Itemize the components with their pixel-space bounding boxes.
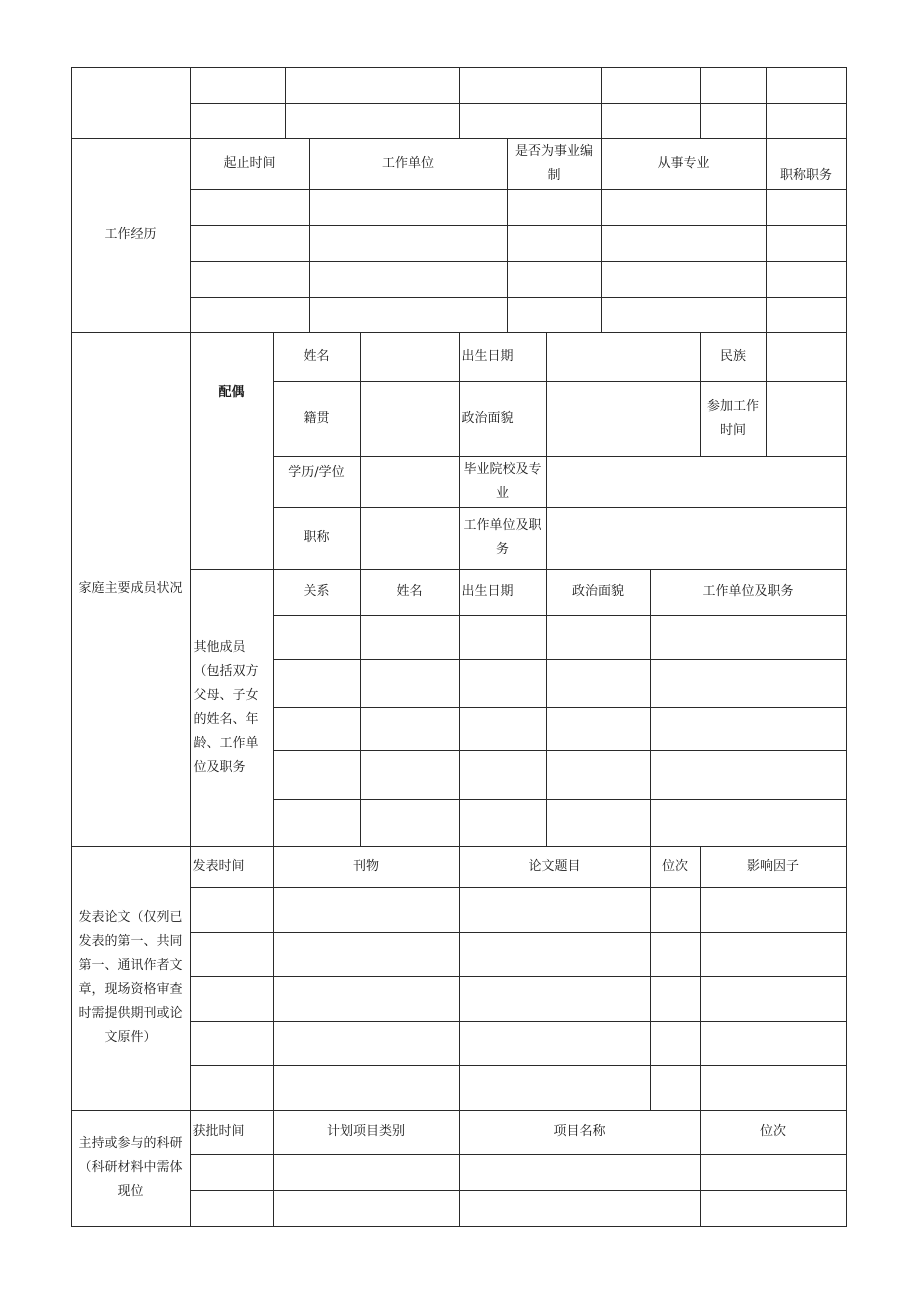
work-row-3-major[interactable] [601, 261, 767, 298]
work-row-3-employer[interactable] [309, 261, 508, 298]
research-row-2-type[interactable] [273, 1190, 460, 1227]
work-row-2-period[interactable] [190, 225, 310, 262]
others-row-3-employer[interactable] [650, 707, 847, 751]
paper-row-3-journal[interactable] [273, 976, 460, 1022]
others-row-2-employer[interactable] [650, 659, 847, 708]
work-header-period: 起止时间 [190, 138, 310, 190]
other-members-label: 其他成员（包括双方父母、子女的姓名、年龄、工作单位及职务 [190, 569, 274, 847]
spouse-name-label: 姓名 [273, 332, 361, 382]
others-row-1-employer[interactable] [650, 615, 847, 660]
top-row-2-cell-2[interactable] [285, 103, 460, 139]
others-header-name: 姓名 [360, 569, 460, 616]
others-row-2-relation[interactable] [273, 659, 361, 708]
paper-row-3-impact[interactable] [700, 976, 847, 1022]
spouse-employer-position-value[interactable] [546, 507, 847, 570]
papers-header-impact-factor: 影响因子 [700, 846, 847, 888]
paper-row-5-title[interactable] [459, 1065, 651, 1111]
work-header-employer: 工作单位 [309, 138, 508, 190]
others-row-5-relation[interactable] [273, 799, 361, 847]
others-row-3-relation[interactable] [273, 707, 361, 751]
top-row-2-cell-5[interactable] [700, 103, 767, 139]
others-row-4-relation[interactable] [273, 750, 361, 800]
work-row-3-title[interactable] [766, 261, 847, 298]
work-history-label: 工作经历 [71, 138, 191, 333]
others-row-4-political[interactable] [546, 750, 651, 800]
others-row-5-name[interactable] [360, 799, 460, 847]
spouse-work-start-label: 参加工作时间 [700, 381, 767, 457]
others-header-employer-position: 工作单位及职务 [650, 569, 847, 616]
research-header-rank: 位次 [700, 1110, 847, 1155]
research-row-2-rank[interactable] [700, 1190, 847, 1227]
spouse-name-value[interactable] [360, 332, 460, 382]
paper-row-5-journal[interactable] [273, 1065, 460, 1111]
paper-row-5-rank[interactable] [650, 1065, 701, 1111]
others-row-5-employer[interactable] [650, 799, 847, 847]
work-row-4-employer[interactable] [309, 297, 508, 333]
work-row-4-title[interactable] [766, 297, 847, 333]
others-row-4-birth[interactable] [459, 750, 547, 800]
paper-row-1-title[interactable] [459, 887, 651, 933]
research-label: 主持或参与的科研（科研材料中需体现位 [71, 1110, 191, 1227]
research-row-2-name[interactable] [459, 1190, 701, 1227]
paper-row-5-date[interactable] [190, 1065, 274, 1111]
papers-header-title: 论文题目 [459, 846, 651, 888]
top-section-label-cell [71, 67, 191, 139]
top-row-2-cell-1[interactable] [190, 103, 286, 139]
research-row-1-name[interactable] [459, 1154, 701, 1191]
spouse-education-value[interactable] [360, 456, 460, 508]
spouse-ethnicity-label: 民族 [700, 332, 767, 382]
work-row-3-public[interactable] [507, 261, 602, 298]
spouse-title-value[interactable] [360, 507, 460, 570]
research-row-2-date[interactable] [190, 1190, 274, 1227]
others-row-3-political[interactable] [546, 707, 651, 751]
paper-row-1-date[interactable] [190, 887, 274, 933]
paper-row-3-rank[interactable] [650, 976, 701, 1022]
paper-row-2-title[interactable] [459, 932, 651, 977]
others-row-3-birth[interactable] [459, 707, 547, 751]
paper-row-2-date[interactable] [190, 932, 274, 977]
others-row-1-relation[interactable] [273, 615, 361, 660]
work-row-1-major[interactable] [601, 189, 767, 226]
research-row-1-rank[interactable] [700, 1154, 847, 1191]
work-row-1-public[interactable] [507, 189, 602, 226]
research-header-project-name: 项目名称 [459, 1110, 701, 1155]
others-row-4-name[interactable] [360, 750, 460, 800]
others-row-3-name[interactable] [360, 707, 460, 751]
paper-row-1-journal[interactable] [273, 887, 460, 933]
papers-header-date: 发表时间 [190, 846, 274, 888]
spouse-work-start-value[interactable] [766, 381, 847, 457]
others-header-political-status: 政治面貌 [546, 569, 651, 616]
others-row-1-political[interactable] [546, 615, 651, 660]
top-row-1-cell-3[interactable] [459, 67, 602, 104]
others-row-1-name[interactable] [360, 615, 460, 660]
others-row-5-political[interactable] [546, 799, 651, 847]
paper-row-3-title[interactable] [459, 976, 651, 1022]
others-header-relation: 关系 [273, 569, 361, 616]
top-row-1-cell-6[interactable] [766, 67, 847, 104]
others-row-5-birth[interactable] [459, 799, 547, 847]
application-form-table [71, 67, 847, 1227]
others-row-4-employer[interactable] [650, 750, 847, 800]
work-row-2-major[interactable] [601, 225, 767, 262]
research-header-program-type: 计划项目类别 [273, 1110, 460, 1155]
paper-row-4-rank[interactable] [650, 1021, 701, 1066]
spouse-education-label: 学历/学位 [273, 456, 361, 508]
paper-row-2-journal[interactable] [273, 932, 460, 977]
spouse-school-major-value[interactable] [546, 456, 847, 508]
spouse-title-label: 职称 [273, 507, 361, 570]
paper-row-1-rank[interactable] [650, 887, 701, 933]
top-row-2-cell-6[interactable] [766, 103, 847, 139]
paper-row-4-impact[interactable] [700, 1021, 847, 1066]
papers-label: 发表论文（仅列已发表的第一、共同第一、通讯作者文章，现场资格审查时需提供期刊或论文原件） [71, 846, 191, 1111]
papers-header-journal: 刊物 [273, 846, 460, 888]
work-row-1-employer[interactable] [309, 189, 508, 226]
others-row-2-name[interactable] [360, 659, 460, 708]
paper-row-5-impact[interactable] [700, 1065, 847, 1111]
work-row-4-period[interactable] [190, 297, 310, 333]
spouse-birth-date-value[interactable] [546, 332, 701, 382]
paper-row-4-title[interactable] [459, 1021, 651, 1066]
work-row-4-major[interactable] [601, 297, 767, 333]
work-row-2-public[interactable] [507, 225, 602, 262]
paper-row-2-rank[interactable] [650, 932, 701, 977]
top-row-1-cell-5[interactable] [700, 67, 767, 104]
family-label: 家庭主要成员状况 [71, 332, 191, 847]
spouse-native-place-value[interactable] [360, 381, 460, 457]
work-row-1-period[interactable] [190, 189, 310, 226]
research-header-approval-date: 获批时间 [190, 1110, 274, 1155]
top-row-2-cell-3[interactable] [459, 103, 602, 139]
work-row-1-title[interactable] [766, 189, 847, 226]
work-row-2-title[interactable] [766, 225, 847, 262]
work-row-3-period[interactable] [190, 261, 310, 298]
paper-row-1-impact[interactable] [700, 887, 847, 933]
work-row-2-employer[interactable] [309, 225, 508, 262]
top-row-2-cell-4[interactable] [601, 103, 701, 139]
spouse-school-major-label: 毕业院校及专业 [459, 456, 547, 508]
paper-row-2-impact[interactable] [700, 932, 847, 977]
research-row-1-type[interactable] [273, 1154, 460, 1191]
spouse-birth-date-label: 出生日期 [459, 332, 547, 382]
spouse-employer-position-label: 工作单位及职务 [459, 507, 547, 570]
paper-row-3-date[interactable] [190, 976, 274, 1022]
top-row-1-cell-1[interactable] [190, 67, 286, 104]
spouse-label: 配偶 [190, 332, 274, 570]
others-row-2-political[interactable] [546, 659, 651, 708]
others-header-birth-date: 出生日期 [459, 569, 547, 616]
spouse-ethnicity-value[interactable] [766, 332, 847, 382]
others-row-2-birth[interactable] [459, 659, 547, 708]
others-row-1-birth[interactable] [459, 615, 547, 660]
top-row-1-cell-4[interactable] [601, 67, 701, 104]
work-header-title-position: 职称职务 [766, 138, 847, 190]
paper-row-4-journal[interactable] [273, 1021, 460, 1066]
spouse-political-status-label: 政治面貌 [459, 381, 547, 457]
research-row-1-date[interactable] [190, 1154, 274, 1191]
top-row-1-cell-2[interactable] [285, 67, 460, 104]
paper-row-4-date[interactable] [190, 1021, 274, 1066]
work-row-4-public[interactable] [507, 297, 602, 333]
work-header-major: 从事专业 [601, 138, 767, 190]
spouse-native-place-label: 籍贯 [273, 381, 361, 457]
work-header-public-institution: 是否为事业编制 [507, 138, 602, 190]
papers-header-rank: 位次 [650, 846, 701, 888]
spouse-political-status-value[interactable] [546, 381, 701, 457]
